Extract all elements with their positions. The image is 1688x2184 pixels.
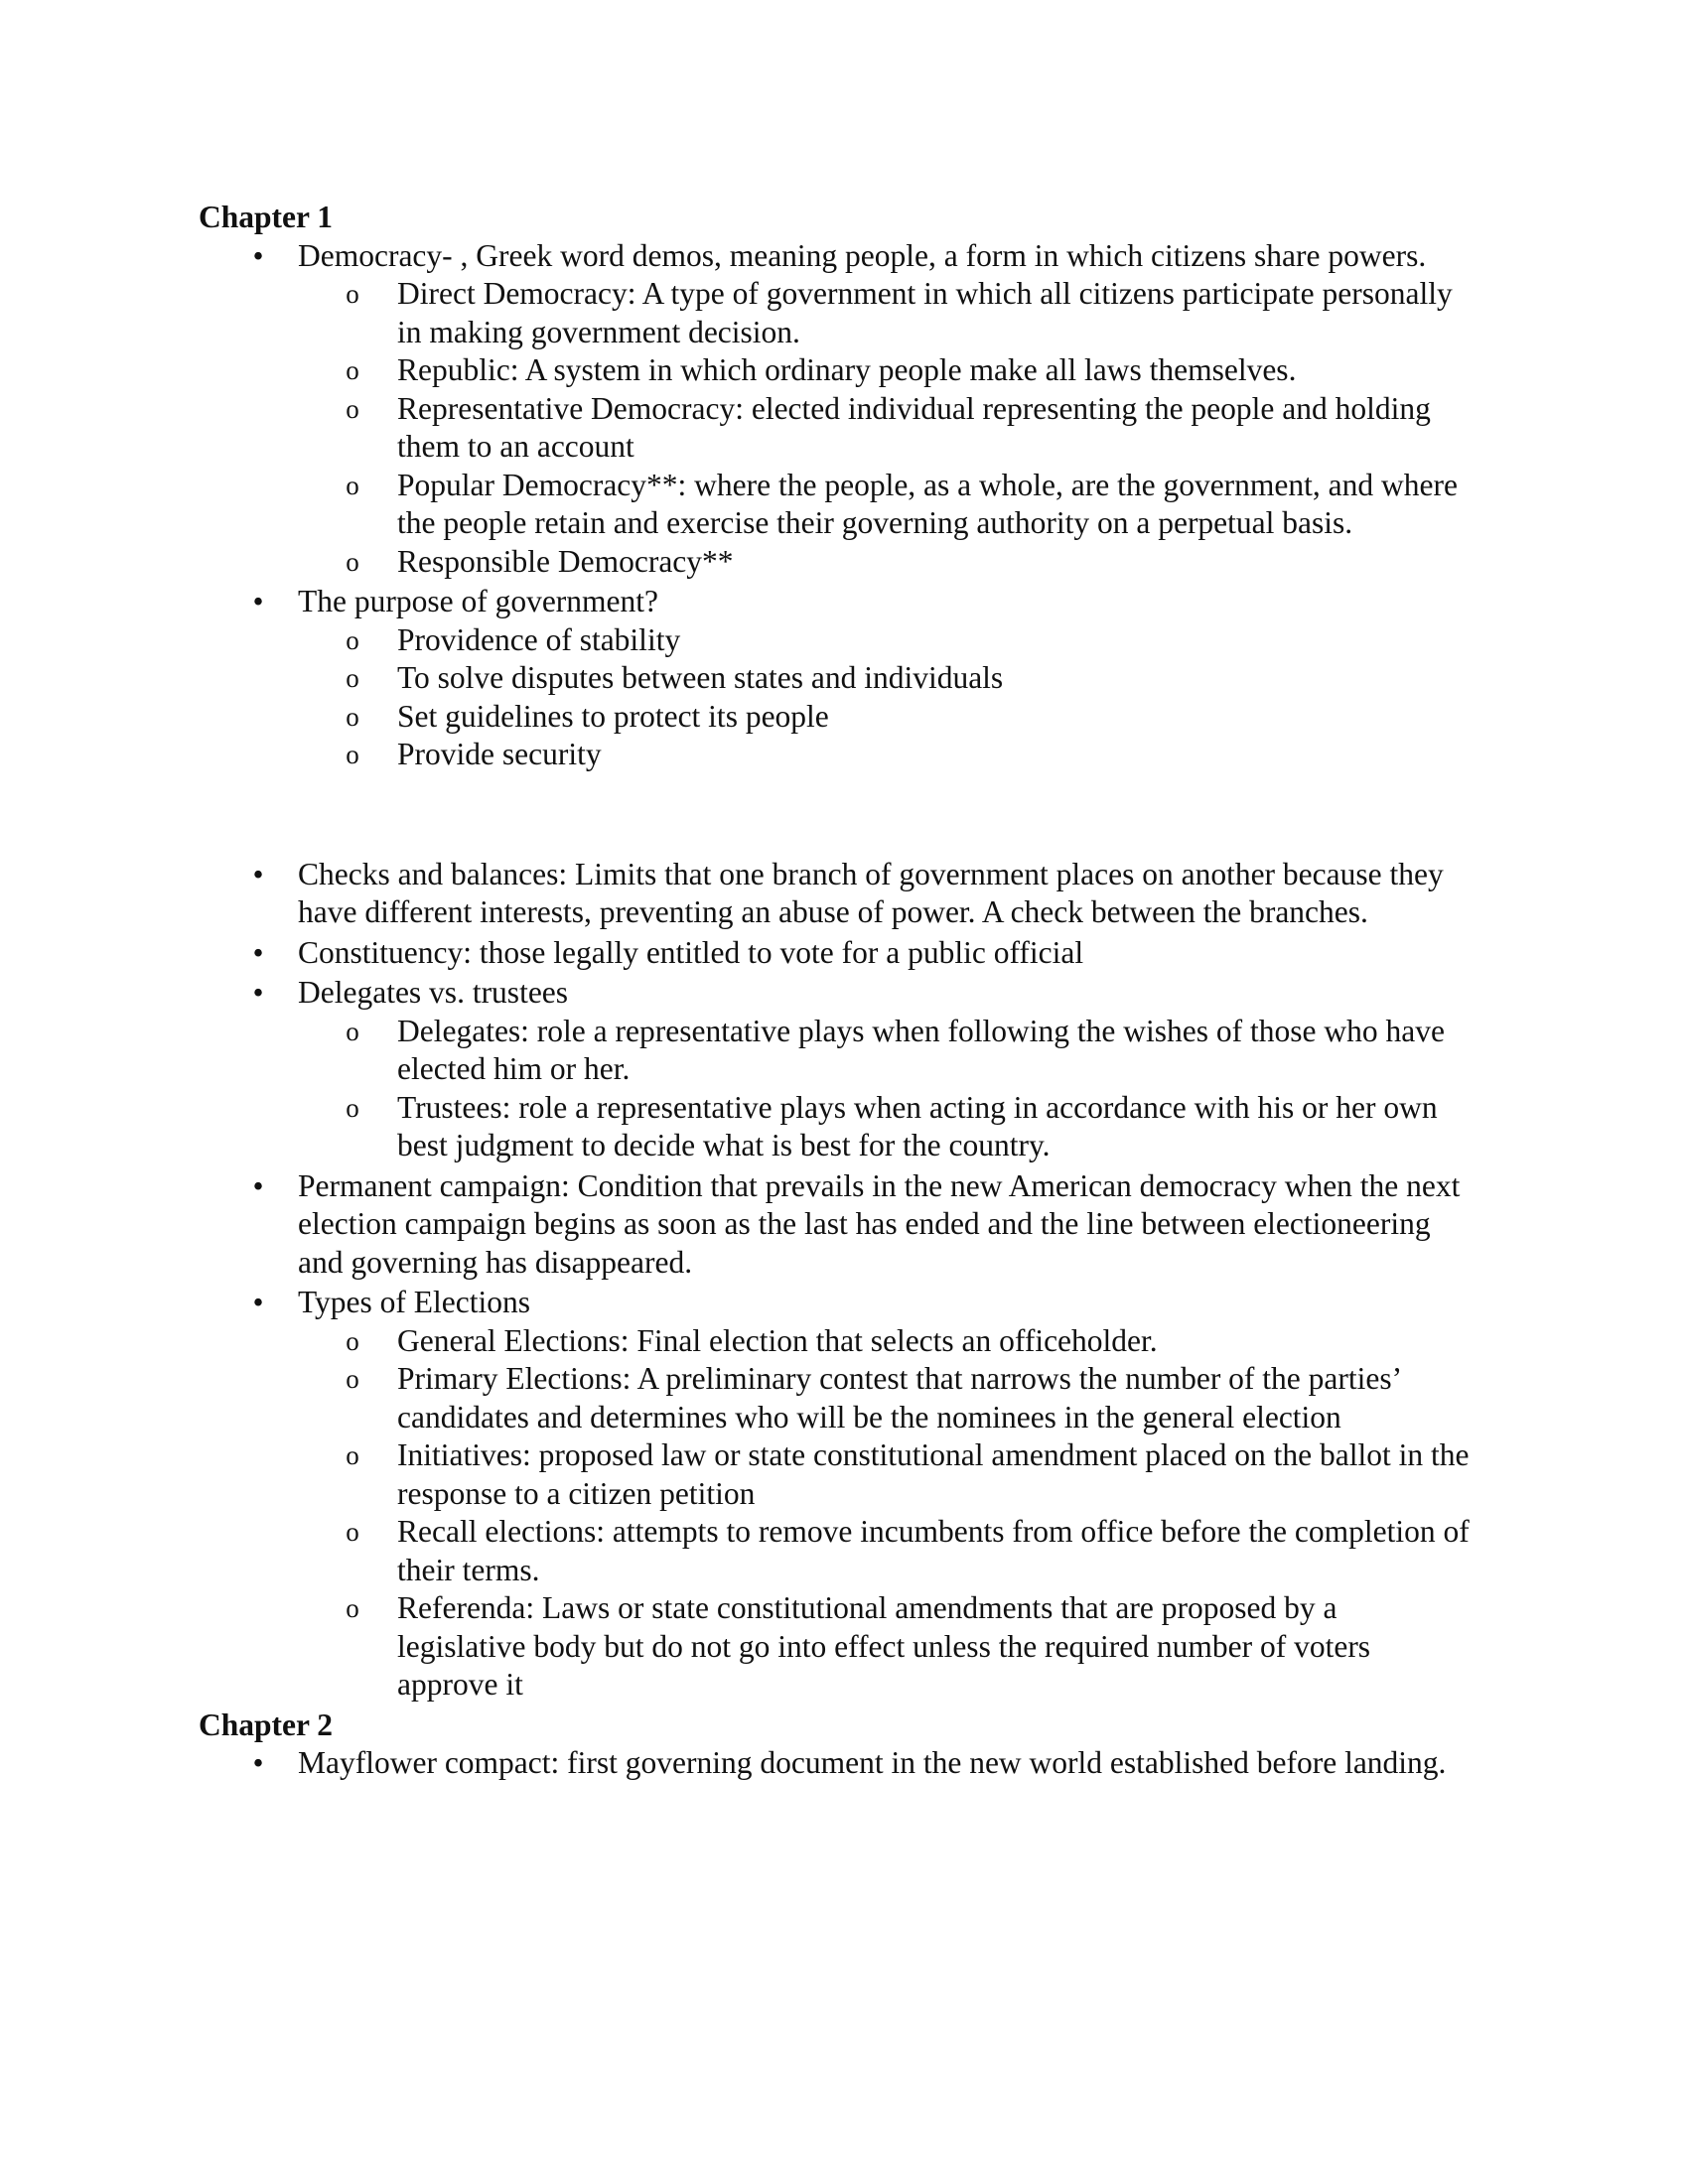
sub-item-text: Representative Democracy: elected individual representing the people and holding them to an account xyxy=(397,390,1431,464)
sub-list-item xyxy=(298,1013,1470,1089)
bullet-marker: • xyxy=(252,1285,264,1319)
sub-bullet-marker: o xyxy=(346,740,359,769)
sub-item-text: To solve disputes between states and individuals xyxy=(397,660,1004,695)
list-item xyxy=(199,934,1470,973)
bullet-marker: • xyxy=(252,584,264,618)
list-item xyxy=(199,856,1470,932)
sub-list-item xyxy=(298,659,1470,698)
sub-item-text: Responsible Democracy** xyxy=(397,543,734,579)
sub-list-item xyxy=(298,736,1470,774)
list-item xyxy=(199,974,1470,1165)
sub-list-item xyxy=(298,467,1470,543)
sub-bullet-marker: o xyxy=(346,624,359,655)
sub-list-item xyxy=(298,351,1470,390)
document-page xyxy=(199,199,1489,1785)
bullet-marker: • xyxy=(252,1745,264,1780)
sub-bullet-marker: o xyxy=(346,663,359,693)
sub-item-text: Initiatives: proposed law or state constitutional amendment placed on the ballot in the response to a citizen petition xyxy=(397,1437,1470,1511)
list-item-text: Constituency: those legally entitled to vote for a public official xyxy=(298,934,1084,970)
sub-item-text: Trustees: role a representative plays when acting in accordance with his or her own best judgment to decide what is best for the country. xyxy=(397,1089,1438,1162)
sub-item-text: General Elections: Final election that selects an officeholder. xyxy=(397,1322,1158,1358)
sub-item-text: Provide security xyxy=(397,737,602,771)
sub-bullet-marker: o xyxy=(346,279,359,309)
bullet-marker: • xyxy=(252,1167,264,1203)
sub-bullet-marker: o xyxy=(346,1016,359,1046)
sub-bullet-marker: o xyxy=(346,546,359,577)
list-item xyxy=(199,237,1470,582)
list-item-text: Mayflower compact: first governing document in the new world established before landing. xyxy=(298,1745,1447,1780)
sub-list-item xyxy=(298,543,1470,582)
sub-list-item xyxy=(298,275,1470,351)
list-item xyxy=(199,1167,1470,1283)
sub-bullet-marker: o xyxy=(346,1092,359,1123)
bullet-list xyxy=(199,237,1489,774)
list-item xyxy=(199,1284,1470,1705)
sub-bullet-marker: o xyxy=(346,470,359,500)
sub-bullet-marker: o xyxy=(346,1440,359,1470)
sub-bullet-marker: o xyxy=(346,1517,359,1547)
sub-item-text: Delegates: role a representative plays when following the wishes of those who have elected him or her. xyxy=(397,1013,1445,1086)
sub-item-text: Referenda: Laws or state constitutional amendments that are proposed by a legislative body but do not go into effect unless the required number of voters approve it xyxy=(397,1590,1371,1702)
sub-bullet-marker: o xyxy=(346,355,359,385)
sub-list-item xyxy=(298,1089,1470,1165)
sub-item-text: Providence of stability xyxy=(397,621,681,657)
sub-item-text: Set guidelines to protect its people xyxy=(397,698,829,734)
sub-list xyxy=(298,1013,1470,1165)
sub-item-text: Recall elections: attempts to remove incumbents from office before the completion of their terms. xyxy=(397,1514,1470,1587)
list-item-text: Checks and balances: Limits that one branch of government places on another because they have different interests, preventing an abuse of power. A check between the branches. xyxy=(298,856,1444,929)
bullet-marker: • xyxy=(252,237,264,273)
list-item-text: Democracy- , Greek word demos, meaning people, a form in which citizens share powers. xyxy=(298,237,1427,273)
sub-bullet-marker: o xyxy=(346,1364,359,1394)
sub-list xyxy=(298,621,1470,774)
chapter-heading: Chapter 2 xyxy=(199,1706,334,1742)
sub-bullet-marker: o xyxy=(346,1593,359,1623)
chapter-section xyxy=(199,199,1489,1705)
sub-list-item xyxy=(298,698,1470,737)
sub-list-item xyxy=(298,621,1470,660)
sub-bullet-marker: o xyxy=(346,393,359,424)
sub-list-item xyxy=(298,1513,1470,1589)
list-item xyxy=(199,583,1470,774)
sub-list xyxy=(298,275,1470,581)
chapter-section xyxy=(199,1706,1489,1783)
list-item xyxy=(199,1744,1470,1783)
list-item-text: The purpose of government? xyxy=(298,584,659,618)
sub-bullet-marker: o xyxy=(346,1325,359,1356)
bullet-marker: • xyxy=(252,934,264,970)
sub-list-item xyxy=(298,1322,1470,1361)
sub-list-item xyxy=(298,1436,1470,1513)
sub-list-item xyxy=(298,1360,1470,1436)
bullet-list xyxy=(199,1744,1489,1783)
sub-item-text: Republic: A system in which ordinary people make all laws themselves. xyxy=(397,352,1297,387)
sub-bullet-marker: o xyxy=(346,701,359,732)
sub-list-item xyxy=(298,390,1470,467)
bullet-marker: • xyxy=(252,975,264,1010)
list-item-text: Types of Elections xyxy=(298,1285,530,1319)
chapter-heading: Chapter 1 xyxy=(199,200,334,234)
bullet-list xyxy=(199,856,1489,1705)
sub-item-text: Primary Elections: A preliminary contest that narrows the number of the parties’ candidates and determines who will be the nominees in the general election xyxy=(397,1361,1400,1434)
blank-space xyxy=(199,776,1489,856)
sub-item-text: Direct Democracy: A type of government in which all citizens participate personally in making government decision. xyxy=(397,276,1453,349)
sub-item-text: Popular Democracy**: where the people, as a whole, are the government, and where the people retain and exercise their governing authority on a perpetual basis. xyxy=(397,467,1458,540)
list-item-text: Delegates vs. trustees xyxy=(298,975,569,1010)
sub-list-item xyxy=(298,1589,1470,1705)
sub-list xyxy=(298,1322,1470,1705)
list-item-text: Permanent campaign: Condition that prevails in the new American democracy when the next election campaign begins as soon as the last has ended and the line between electioneering and governing has disappeared. xyxy=(298,1167,1461,1280)
bullet-marker: • xyxy=(252,856,264,891)
